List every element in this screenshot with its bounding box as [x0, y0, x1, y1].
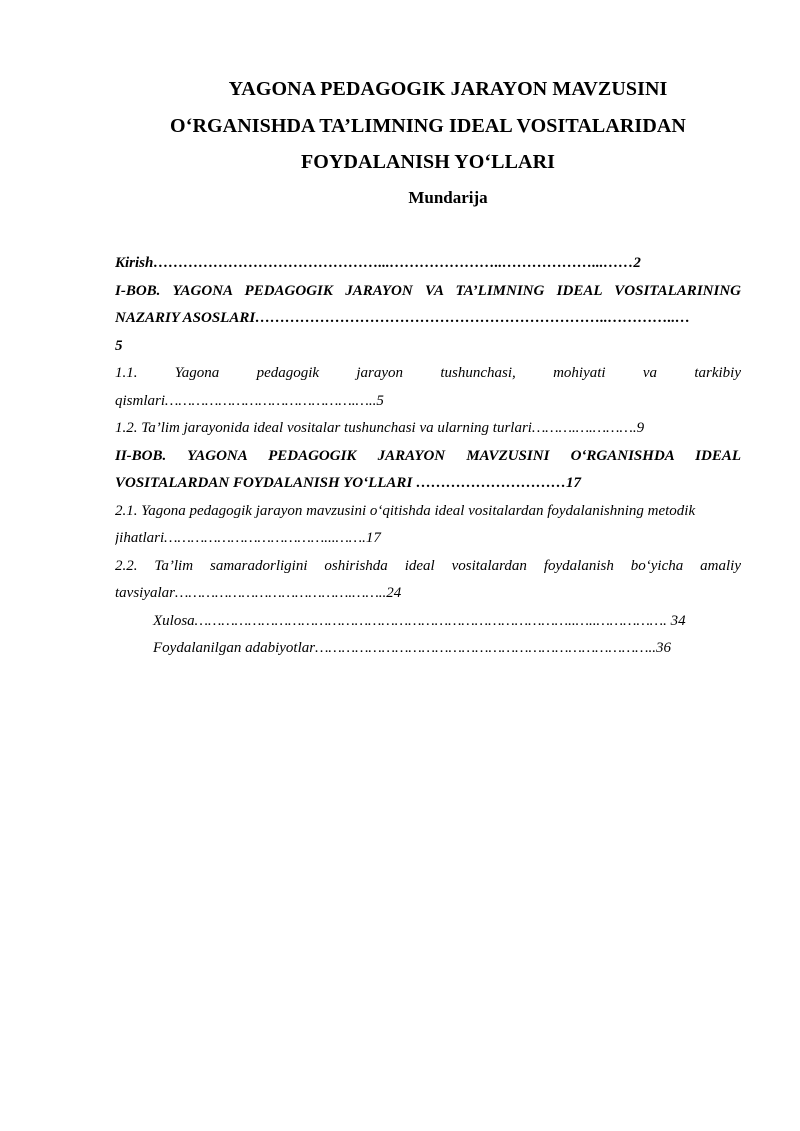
toc-section-2-1: 2.1. Yagona pedagogik jarayon mavzusini o‘qitishda ideal vositalardan foydalanishning metodik — [115, 502, 696, 519]
toc-entry-kirish: Kirish………………………………………...…………………..………………...……2 — [115, 255, 641, 271]
document-title-line-2: O‘RGANISHDA TA’LIMNING IDEAL VOSITALARIDAN — [170, 115, 686, 137]
toc-section-2-2-cont: tavsiyalar………………………………….……..24 — [115, 585, 402, 601]
contents-heading: Mundarija — [408, 188, 488, 207]
toc-chapter-1-page: 5 — [115, 337, 123, 354]
toc-chapter-2-title: II-BOB. YAGONA PEDAGOGIK JARAYON MAVZUSINI O‘RGANISHDA IDEAL — [115, 447, 741, 464]
toc-entry-adabiyotlar: Foydalanilgan adabiyotlar…………………………………………………………………..36 — [153, 640, 672, 656]
document-title-line-3: FOYDALANISH YO‘LLARI — [300, 151, 556, 173]
document-title-line-1: YAGONA PEDAGOGIK JARAYON MAVZUSINI — [228, 78, 668, 100]
toc-section-1-2: 1.2. Ta’lim jarayonida ideal vositalar tushunchasi va ularning turlari……….….……….9 — [115, 420, 645, 436]
toc-section-2-1-cont: jihatlari………………………………...…….17 — [115, 530, 381, 546]
toc-section-2-2: 2.2. Ta’lim samaradorligini oshirishda ideal vositalardan foydalanish bo‘yicha amaliy — [115, 557, 741, 574]
toc-section-1-1-cont: qismlari…………………………………….…..5 — [115, 392, 384, 409]
toc-chapter-1-title-cont: NAZARIY ASOSLARI……………………………………………………………..…………..… — [115, 310, 691, 326]
toc-chapter-1-title: I-BOB. YAGONA PEDAGOGIK JARAYON VA TA’LIMNING IDEAL VOSITALARINING — [115, 282, 741, 299]
toc-section-1-1: 1.1. Yagona pedagogik jarayon tushunchasi, mohiyati va tarkibiy — [115, 365, 741, 381]
toc-chapter-2-title-cont: VOSITALARDAN FOYDALANISH YO‘LLARI …………………………17 — [115, 475, 582, 491]
toc-entry-xulosa: Xulosa…………………………………………………………………………..…..……………. 34 — [153, 612, 686, 629]
table-of-contents — [115, 250, 741, 663]
